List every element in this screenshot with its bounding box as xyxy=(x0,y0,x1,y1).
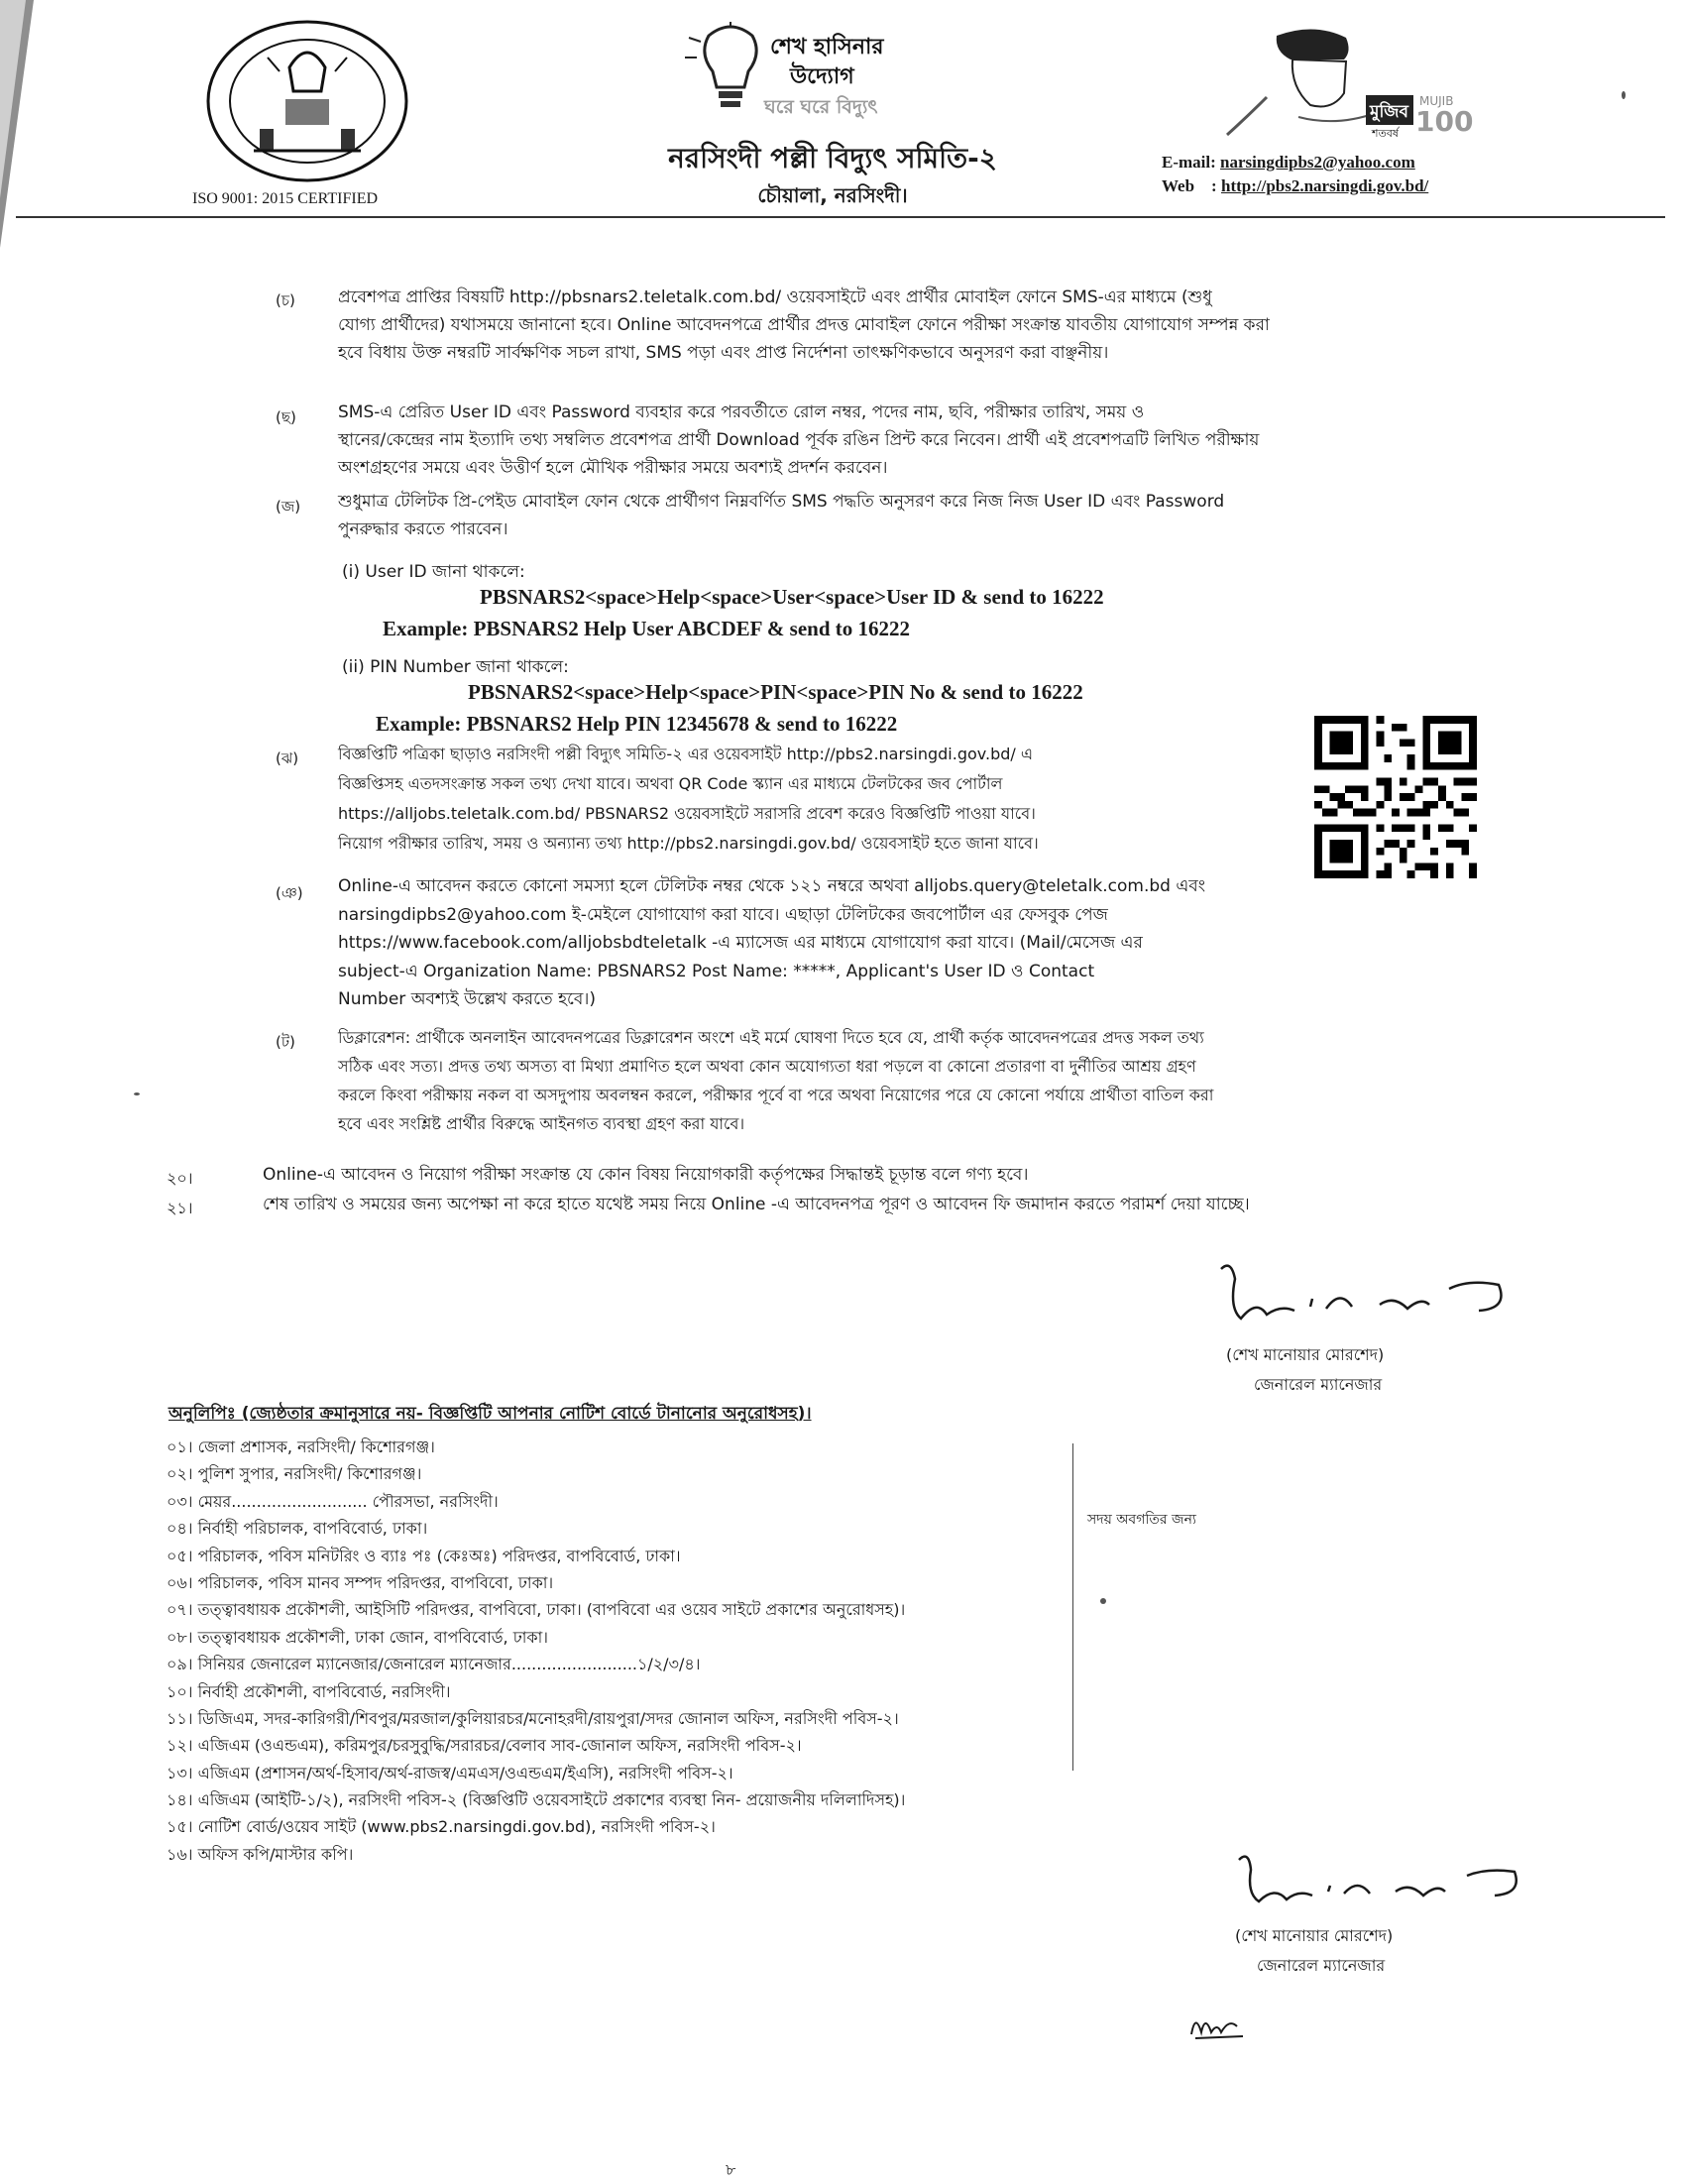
item-nyo-line: Number অবশ্যই উল্লেখ করতে হবে।) xyxy=(338,989,597,1009)
item-jho-line: বিজ্ঞপ্তিসহ এতদসংক্রান্ত সকল তথ্য দেখা যাবে। অথবা QR Code স্ক্যান এর মাধ্যমে টেলটকের জব পোর্টাল xyxy=(338,774,1003,793)
item-nyo-text xyxy=(338,872,1463,1014)
item-chh-line: অংশগ্রহণের সময়ে এবং উত্তীর্ণ হলে মৌখিক পরীক্ষার সময়ে অবশ্যই প্রদর্শন করবেন। xyxy=(338,458,888,478)
item-jho-line: https://alljobs.teletalk.com.bd/ PBSNARS2 ওয়েবসাইটে সরাসরি প্রবেশ করেও বিজ্ঞপ্তিটি পাওয়া যাবে। xyxy=(338,804,1036,823)
list-item: ০১। জেলা প্রশাসক, নরসিংদী/ কিশোরগঞ্জ। xyxy=(167,1437,435,1456)
item-20-text: Online-এ আবেদন ও নিয়োগ পরীক্ষা সংক্রান্ত যে কোন বিষয় নিয়োগকারী কর্তৃপক্ষের সিদ্ধান্তই চূড়ান্ত বলে গণ্য হবে। xyxy=(263,1165,1029,1185)
list-item: ১৬। অফিস কপি/মাস্টার কপি। xyxy=(167,1844,354,1864)
list-item: ০৩। মেয়র........................... পৌরসভা, নরসিংদী। xyxy=(167,1491,499,1511)
item-21-text: শেষ তারিখ ও সময়ের জন্য অপেক্ষা না করে হাতে যথেষ্ট সময় নিয়ে Online -এ আবেদনপত্র পূরণ ও আবেদন ফি জমাদান করতে পরামর্শ দেয়া যাচ্ছে। xyxy=(263,1195,1250,1214)
item-chh-text xyxy=(338,399,1463,482)
list-item: ০৭। তত্ত্বাবধায়ক প্রকৌশলী, আইসিটি পরিদপ্তর, বাপবিবো, ঢাকা। (বাপবিবো এর ওয়েব সাইটে প্রকাশের অনুরোধসহ)। xyxy=(167,1600,906,1620)
item-to-text xyxy=(338,1023,1463,1138)
item-jo-line: শুধুমাত্র টেলিটক প্রি-পেইড মোবাইল ফোন থেকে প্রার্থীগণ নিম্নবর্ণিত SMS পদ্ধতি অনুসরণ করে নিজ নিজ User ID এবং Password xyxy=(338,492,1225,512)
organization-location: চৌয়ালা, নরসিংদী। xyxy=(757,183,908,207)
sub-item-i: (i) User ID জানা থাকলে: xyxy=(342,562,525,582)
scan-speck xyxy=(134,1092,140,1095)
item-to-line: ডিক্লারেশন: প্রার্থীকে অনলাইন আবেদনপত্রের ডিক্লারেশন অংশে এই মর্মে ঘোষণা দিতে হবে যে, প্রার্থী কর্তৃক আবেদনপত্রের প্রদত্ত সকল তথ্য xyxy=(338,1028,1204,1047)
list-item: ১৩। এজিএম (প্রশাসন/অর্থ-হিসাব/অর্থ-রাজস্ব/এমএস/ওএন্ডএম/ইএসি), নরসিংদী পবিস-২। xyxy=(167,1763,733,1782)
sub-item-ii: (ii) PIN Number জানা থাকলে: xyxy=(342,657,569,677)
item-number-21: ২১। xyxy=(167,1199,193,1217)
header-divider xyxy=(16,216,1665,218)
item-chh-line: স্থানের/কেন্দ্রের নাম ইত্যাদি তথ্য সম্বলিত প্রবেশপত্র প্রার্থী Download পূর্বক রঙিন প্রিন্ট করে নিবেন। প্রার্থী এই প্রবেশপত্রটি লিখিত পরীক্ষায় xyxy=(338,430,1260,450)
item-to-line: হবে এবং সংশ্লিষ্ট প্রার্থীর বিরুদ্ধে আইনগত ব্যবস্থা গ্রহণ করা যাবে। xyxy=(338,1114,745,1133)
item-jho-text xyxy=(338,740,1309,859)
list-item: ১৪। এজিএম (আইটি-১/২), নরসিংদী পবিস-২ (বিজ্ঞপ্তিটি ওয়েবসাইটে প্রকাশের ব্যবস্থা নিন- প্রয়োজনীয় দলিলাদিসহ)। xyxy=(167,1790,906,1810)
list-item: ০৫। পরিচালক, পবিস মনিটরিং ও ব্যাঃ পঃ (কেঃঅঃ) পরিদপ্তর, বাপবিবোর্ড, ঢাকা। xyxy=(167,1546,681,1565)
iso-certification: ISO 9001: 2015 CERTIFIED xyxy=(192,190,379,207)
list-item: ১৫। নোটিশ বোর্ড/ওয়েব সাইট (www.pbs2.narsingdi.gov.bd), নরসিংদী পবিস-২। xyxy=(167,1817,716,1837)
list-item: ০২। পুলিশ সুপার, নরসিংদী/ কিশোরগঞ্জ। xyxy=(167,1464,422,1484)
list-item: ০৮। তত্ত্বাবধায়ক প্রকৌশলী, ঢাকা জোন, বাপবিবোর্ড, ঢাকা। xyxy=(167,1627,548,1647)
qr-code-icon[interactable] xyxy=(1314,716,1477,878)
web-line: Web : http://pbs2.narsingdi.gov.bd/ xyxy=(1162,176,1429,195)
item-marker-to: (ট) xyxy=(276,1033,295,1051)
item-number-20: ২০। xyxy=(167,1169,193,1188)
item-nyo-line: narsingdipbs2@yahoo.com ই-মেইলে যোগাযোগ করা যাবে। এছাড়া টেলিটকের জবপোর্টাল এর ফেসবুক পেজ xyxy=(338,904,1108,925)
item-chh-line: SMS-এ প্রেরিত User ID এবং Password ব্যবহার করে পরবর্তীতে রোল নম্বর, পদের নাম, ছবি, পরীক্ষার তারিখ, সময় ও xyxy=(338,402,1145,422)
sms-example-userid: Example: PBSNARS2 Help User ABCDEF & send to 16222 xyxy=(383,617,911,640)
mujib-latin: MUJIB xyxy=(1419,94,1454,108)
copy-list-divider xyxy=(1072,1443,1073,1771)
item-nyo-line: Online-এ আবেদন করতে কোনো সমস্যা হলে টেলিটক নম্বর থেকে ১২১ নম্বরে অথবা alljobs.query@teletalk.com.bd এবং xyxy=(338,876,1206,896)
list-item: ১১। ডিজিএম, সদর-কারিগরী/শিবপুর/মরজাল/কুলিয়ারচর/মনোহরদী/রায়পুরা/সদর জোনাল অফিস, নরসিংদী পবিস-২। xyxy=(167,1708,899,1728)
page-number: ৮ xyxy=(726,2160,736,2179)
campaign-line1: শেখ হাসিনার xyxy=(770,35,884,59)
item-to-line: করলে কিংবা পরীক্ষায় নকল বা অসদুপায় অবলম্বন করলে, পরীক্ষার পূর্বে বা পরে অথবা নিয়োগের পরে যে কোনো পর্যায়ে প্রার্থীতা বাতিল করা xyxy=(338,1086,1214,1104)
initials-scribble xyxy=(1185,1999,1255,2048)
item-nyo-line: subject-এ Organization Name: PBSNARS2 Post Name: *****, Applicant's User ID ও Contact xyxy=(338,961,1095,981)
list-item: ১০। নির্বাহী প্রকৌশলী, বাপবিবোর্ড, নরসিংদী। xyxy=(167,1681,451,1701)
item-jho-line: বিজ্ঞপ্তিটি পত্রিকা ছাড়াও নরসিংদী পল্লী বিদ্যুৎ সমিতি-২ এর ওয়েবসাইট http://pbs2.narsingdi.gov.bd/ এ xyxy=(338,745,1034,763)
list-item: ১২। এজিএম (ওএন্ডএম), করিমপুর/চরসুবুদ্ধি/সরারচর/বেলাব সাব-জোনাল অফিস, নরসিংদী পবিস-২। xyxy=(167,1736,802,1756)
signature-scribble xyxy=(1225,1842,1552,1921)
scan-speck xyxy=(1100,1598,1106,1604)
signatory-title: জেনারেল ম্যানেজার xyxy=(1257,1956,1386,1975)
item-jho-line: নিয়োগ পরীক্ষার তারিখ, সময় ও অন্যান্য তথ্য http://pbs2.narsingdi.gov.bd/ ওয়েবসাইট হতে জানা যাবে। xyxy=(338,834,1039,853)
scan-speck xyxy=(1622,91,1626,99)
item-ch-line: যোগ্য প্রার্থীদের) যথাসময়ে জানানো হবে। Online আবেদনপত্রে প্রার্থীর প্রদত্ত মোবাইল ফোনে পরীক্ষা সংক্রান্ত যাবতীয় যোগাযোগ সম্পন্ন করা xyxy=(338,315,1270,335)
item-marker-jho: (ঝ) xyxy=(276,749,299,767)
signature-scribble xyxy=(1201,1249,1538,1338)
signatory-name: (শেখ মানোয়ার মোরশেদ) xyxy=(1226,1345,1385,1364)
email-line: E-mail: narsingdipbs2@yahoo.com xyxy=(1162,153,1415,172)
sms-example-pin: Example: PBSNARS2 Help PIN 12345678 & send to 16222 xyxy=(376,712,898,736)
item-ch-line: হবে বিধায় উক্ত নম্বরটি সার্বক্ষণিক সচল রাখা, SMS পড়া এবং প্রাপ্ত নির্দেশনা তাৎক্ষণিকভাবে অনুসরণ করা বাঞ্ছনীয়। xyxy=(338,343,1109,363)
pbs-seal-logo xyxy=(198,18,416,186)
item-marker-nyo: (ঞ) xyxy=(276,884,303,902)
item-marker-chh: (ছ) xyxy=(276,408,296,426)
email-link[interactable]: narsingdipbs2@yahoo.com xyxy=(1220,153,1415,172)
sms-code-userid: PBSNARS2<space>Help<space>User<space>User ID & send to 16222 xyxy=(480,585,1104,609)
copy-to-list xyxy=(167,1434,1108,1868)
list-item: ০৪। নির্বাহী পরিচালক, বাপবিবোর্ড, ঢাকা। xyxy=(167,1519,428,1539)
mujib-sub: শতবর্ষ xyxy=(1372,127,1399,140)
mujib-centenary-logo xyxy=(1207,18,1487,142)
item-marker-jo: (জ) xyxy=(276,498,301,516)
mujib-number: 100 xyxy=(1415,105,1474,138)
item-nyo-line: https://www.facebook.com/alljobsbdteletalk -এ ম্যাসেজ এর মাধ্যমে যোগাযোগ করা যাবে। (Mail/মেসেজ এর xyxy=(338,933,1143,953)
item-jo-text xyxy=(338,488,1463,543)
copy-to-heading: অনুলিপিঃ (জ্যেষ্ঠতার ক্রমানুসারে নয়- বিজ্ঞপ্তিটি আপনার নোটিশ বোর্ডে টানানোর অনুরোধসহ)। xyxy=(168,1404,812,1424)
bulb-campaign-logo xyxy=(679,22,947,121)
signatory-title: জেনারেল ম্যানেজার xyxy=(1254,1375,1383,1394)
for-kind-information-note: সদয় অবগতির জন্য xyxy=(1087,1512,1196,1528)
list-item: ০৬। পরিচালক, পবিস মানব সম্পদ পরিদপ্তর, বাপবিবো, ঢাকা। xyxy=(167,1572,554,1592)
signatory-name: (শেখ মানোয়ার মোরশেদ) xyxy=(1235,1926,1394,1945)
sms-code-pin: PBSNARS2<space>Help<space>PIN<space>PIN No & send to 16222 xyxy=(468,680,1083,704)
item-ch-line: প্রবেশপত্র প্রাপ্তির বিষয়টি http://pbsnars2.teletalk.com.bd/ ওয়েবসাইটে এবং প্রার্থীর মোবাইল ফোনে SMS-এর মাধ্যমে (শুধু xyxy=(338,287,1212,307)
organization-name: নরসিংদী পল্লী বিদ্যুৎ সমিতি-২ xyxy=(668,142,997,174)
mujib-text: মুজিব xyxy=(1370,102,1408,122)
item-marker-ch: (চ) xyxy=(276,291,295,309)
page-corner-shadow xyxy=(0,0,26,198)
website-link[interactable]: http://pbs2.narsingdi.gov.bd/ xyxy=(1220,176,1429,195)
item-ch-text xyxy=(338,284,1463,367)
item-jo-line: পুনরুদ্ধার করতে পারবেন। xyxy=(338,519,508,539)
item-to-line: সঠিক এবং সত্য। প্রদত্ত তথ্য অসত্য বা মিথ্যা প্রমাণিত হলে অথবা কোন অযোগ্যতা ধরা পড়লে বা কোনো প্রতারণা বা দুর্নীতির আশ্রয় গ্রহণ xyxy=(338,1057,1196,1076)
list-item: ০৯। সিনিয়র জেনারেল ম্যানেজার/জেনারেল ম্যানেজার.........................১/২/৩/৪। xyxy=(167,1655,701,1674)
campaign-line2: উদ্যোগ xyxy=(790,64,854,89)
campaign-line3: ঘরে ঘরে বিদ্যুৎ xyxy=(764,96,878,118)
